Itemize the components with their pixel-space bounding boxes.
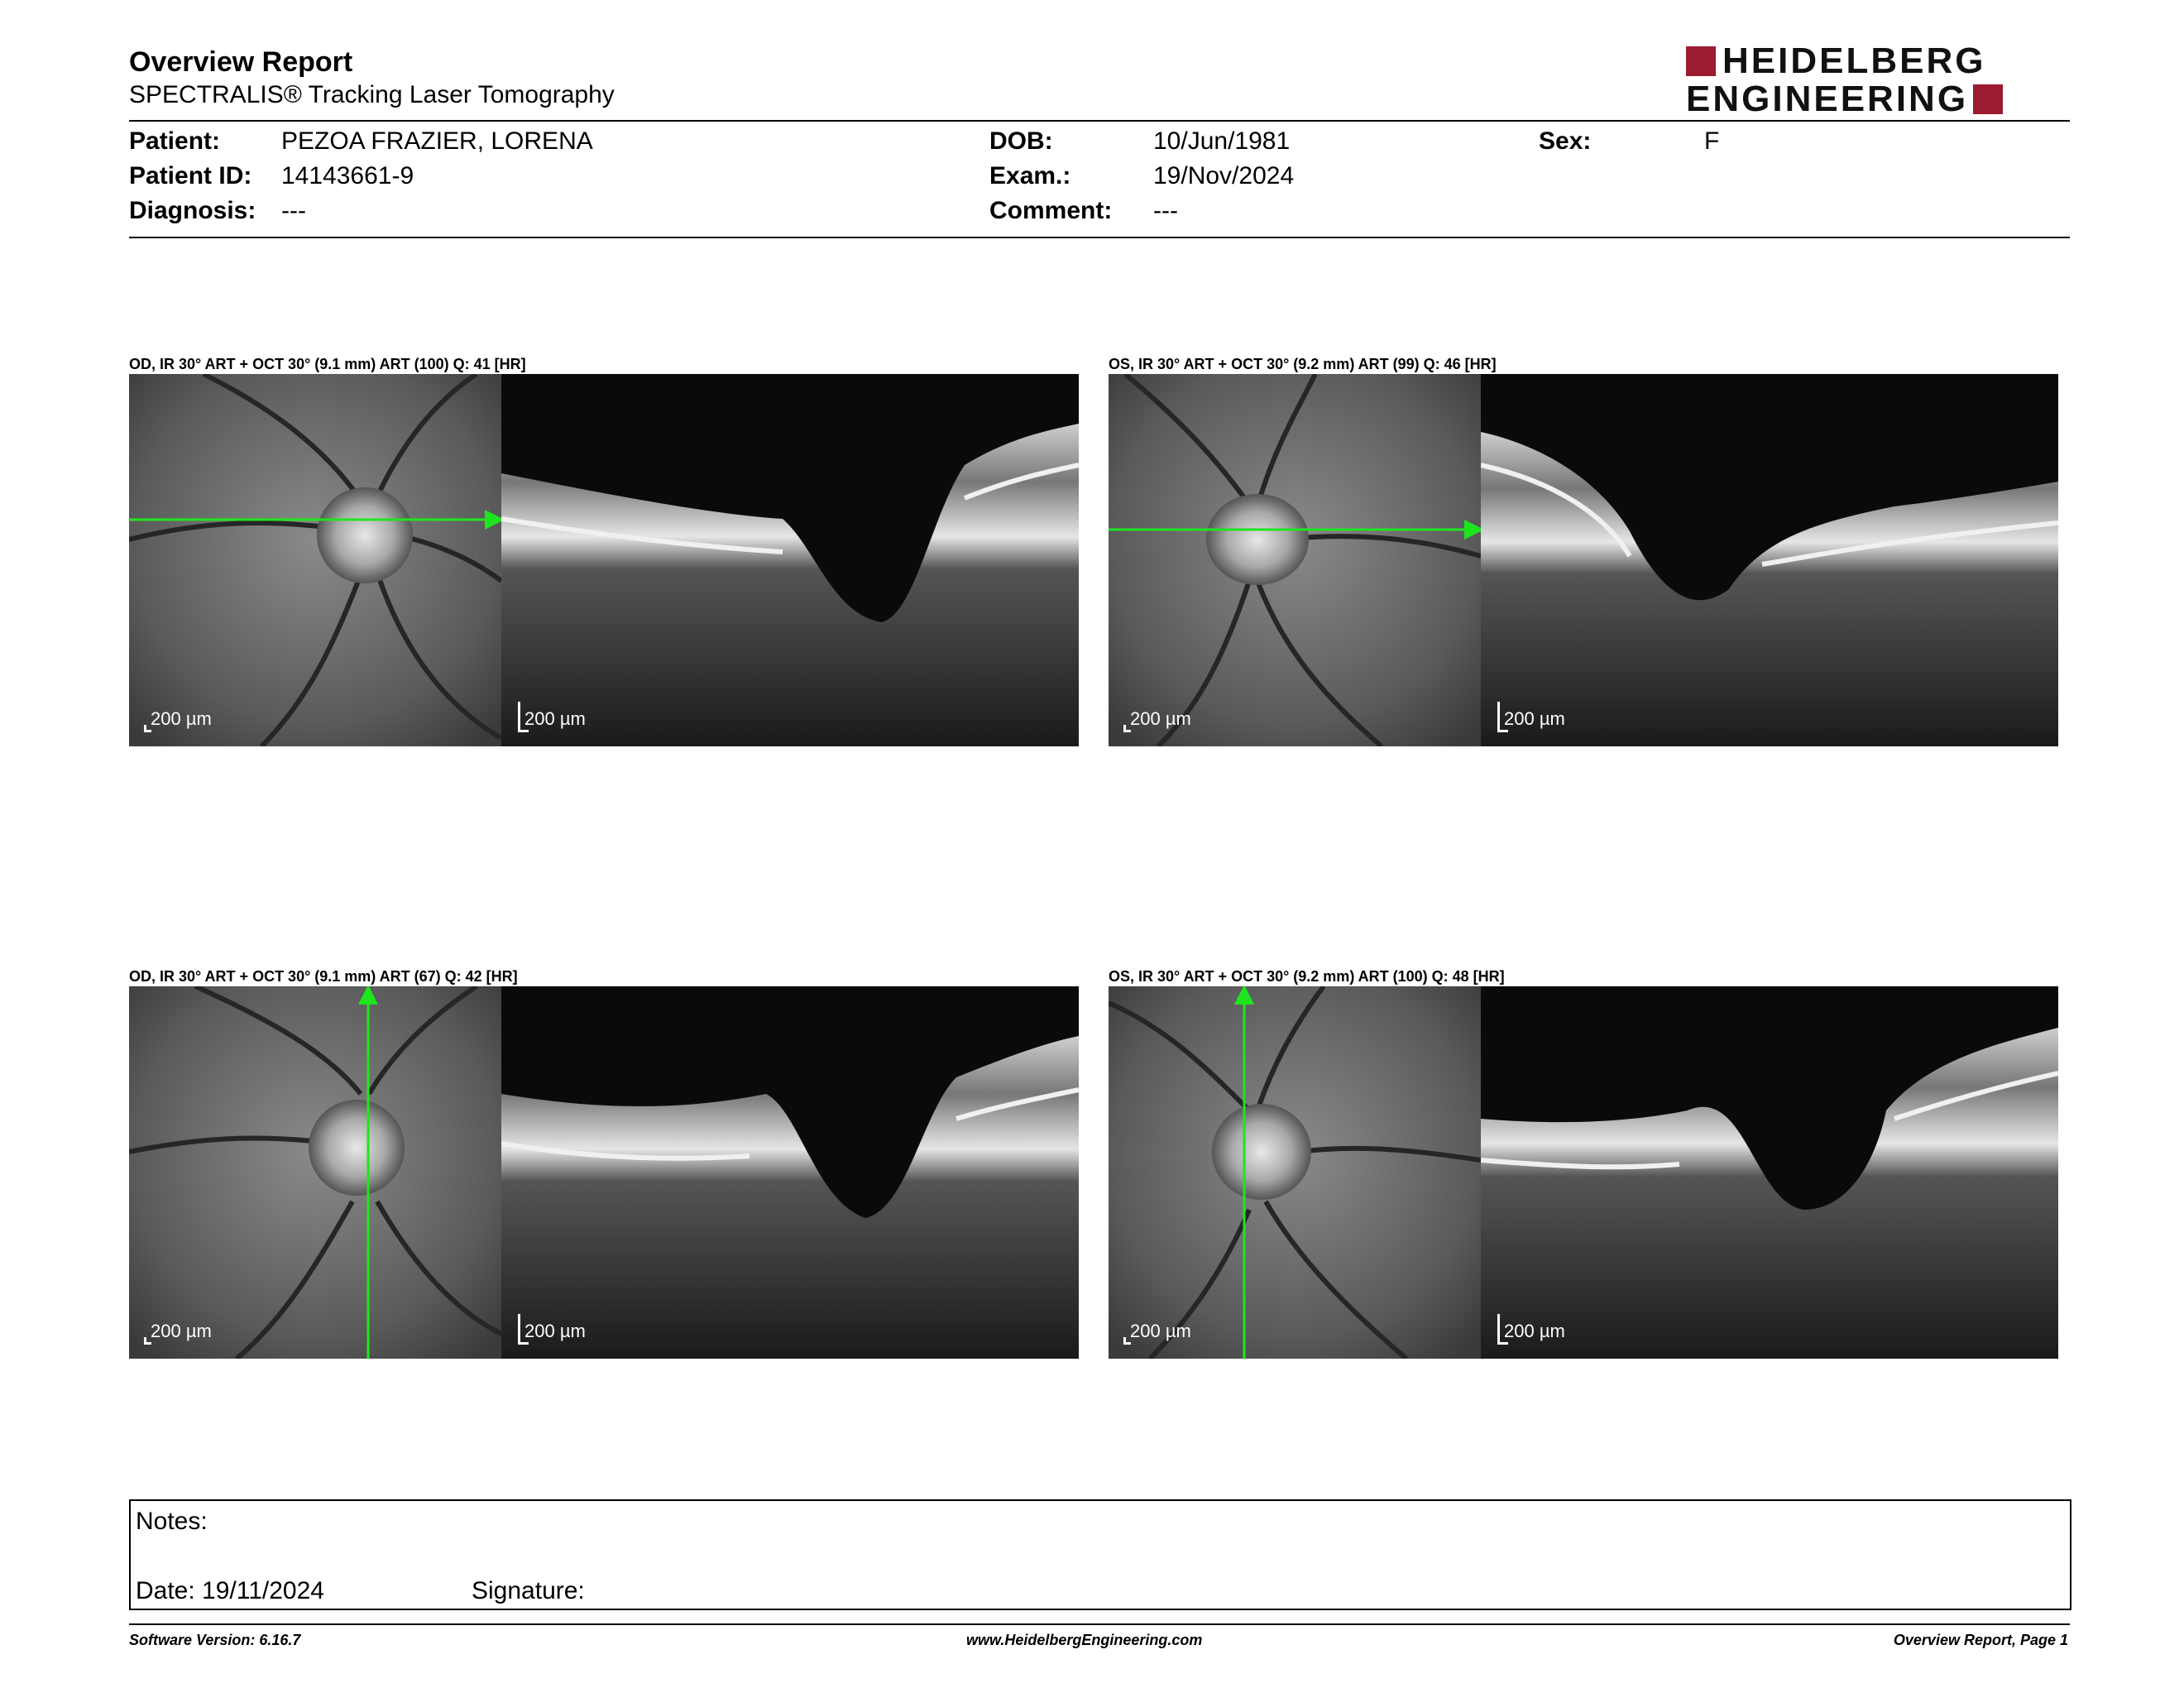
- fundus-scale-1: 200 µm: [151, 708, 212, 729]
- heidelberg-logo: [1686, 41, 2070, 119]
- logo-square-top: [1686, 46, 1716, 76]
- comment-value: ---: [1153, 197, 1178, 224]
- oct-image-2: [1481, 374, 2058, 746]
- dob-label: DOB:: [989, 127, 1053, 155]
- signature-label: Signature:: [472, 1577, 585, 1604]
- scan-panel-3: [129, 986, 1079, 1359]
- fundus-image-3: [129, 986, 501, 1359]
- logo-square-bottom: [1973, 84, 2003, 114]
- software-version: Software Version: 6.16.7: [129, 1632, 301, 1648]
- fundus-scale-4: 200 µm: [1130, 1321, 1191, 1341]
- website-link[interactable]: www.HeidelbergEngineering.com: [966, 1632, 1203, 1648]
- scan-caption-4: OS, IR 30° ART + OCT 30° (9.2 mm) ART (100) Q: 48 [HR]: [1109, 968, 1505, 985]
- header-divider: [129, 120, 2070, 122]
- patient-id-value: 14143661-9: [281, 162, 414, 189]
- comment-label: Comment:: [989, 197, 1113, 224]
- oct-scale-2: 200 µm: [1504, 708, 1565, 729]
- sex-value: F: [1704, 127, 1720, 155]
- report-subtitle: SPECTRALIS® Tracking Laser Tomography: [129, 81, 615, 108]
- scan-caption-1: OD, IR 30° ART + OCT 30° (9.1 mm) ART (100) Q: 41 [HR]: [129, 356, 526, 372]
- diagnosis-label: Diagnosis:: [129, 197, 256, 224]
- patient-divider: [129, 237, 2070, 238]
- fundus-image-2: [1109, 374, 1481, 746]
- report-title: Overview Report: [129, 46, 353, 78]
- notes-box[interactable]: [129, 1499, 2071, 1610]
- scan-panel-4: [1109, 986, 2058, 1359]
- date-label: Date: 19/11/2024: [136, 1577, 324, 1604]
- patient-label: Patient:: [129, 127, 221, 155]
- sex-label: Sex:: [1539, 127, 1592, 155]
- scan-caption-2: OS, IR 30° ART + OCT 30° (9.2 mm) ART (99) Q: 46 [HR]: [1109, 356, 1497, 372]
- notes-label: Notes:: [136, 1508, 208, 1535]
- oct-scale-3: 200 µm: [524, 1321, 586, 1341]
- diagnosis-value: ---: [281, 197, 306, 224]
- exam-label: Exam.:: [989, 162, 1071, 189]
- scan-caption-3: OD, IR 30° ART + OCT 30° (9.1 mm) ART (67) Q: 42 [HR]: [129, 968, 518, 985]
- fundus-scale-3: 200 µm: [151, 1321, 212, 1341]
- patient-id-label: Patient ID:: [129, 162, 252, 189]
- logo-line2: ENGINEERING: [1686, 79, 1969, 119]
- scan-panel-2: [1109, 374, 2058, 746]
- exam-value: 19/Nov/2024: [1153, 162, 1295, 189]
- oct-scale-4: 200 µm: [1504, 1321, 1565, 1341]
- page-label: Overview Report, Page 1: [1893, 1632, 2068, 1648]
- fundus-image-1: [129, 374, 501, 746]
- oct-image-4: [1481, 986, 2058, 1359]
- oct-image-3: [501, 986, 1079, 1359]
- footer-divider: [129, 1623, 2070, 1625]
- oct-scale-1: 200 µm: [524, 708, 586, 729]
- dob-value: 10/Jun/1981: [1153, 127, 1291, 155]
- logo-line1: HEIDELBERG: [1722, 41, 1986, 81]
- oct-image-1: [501, 374, 1079, 746]
- fundus-scale-2: 200 µm: [1130, 708, 1191, 729]
- scan-panel-1: [129, 374, 1079, 746]
- fundus-image-4: [1109, 986, 1481, 1359]
- patient-value: PEZOA FRAZIER, LORENA: [281, 127, 593, 155]
